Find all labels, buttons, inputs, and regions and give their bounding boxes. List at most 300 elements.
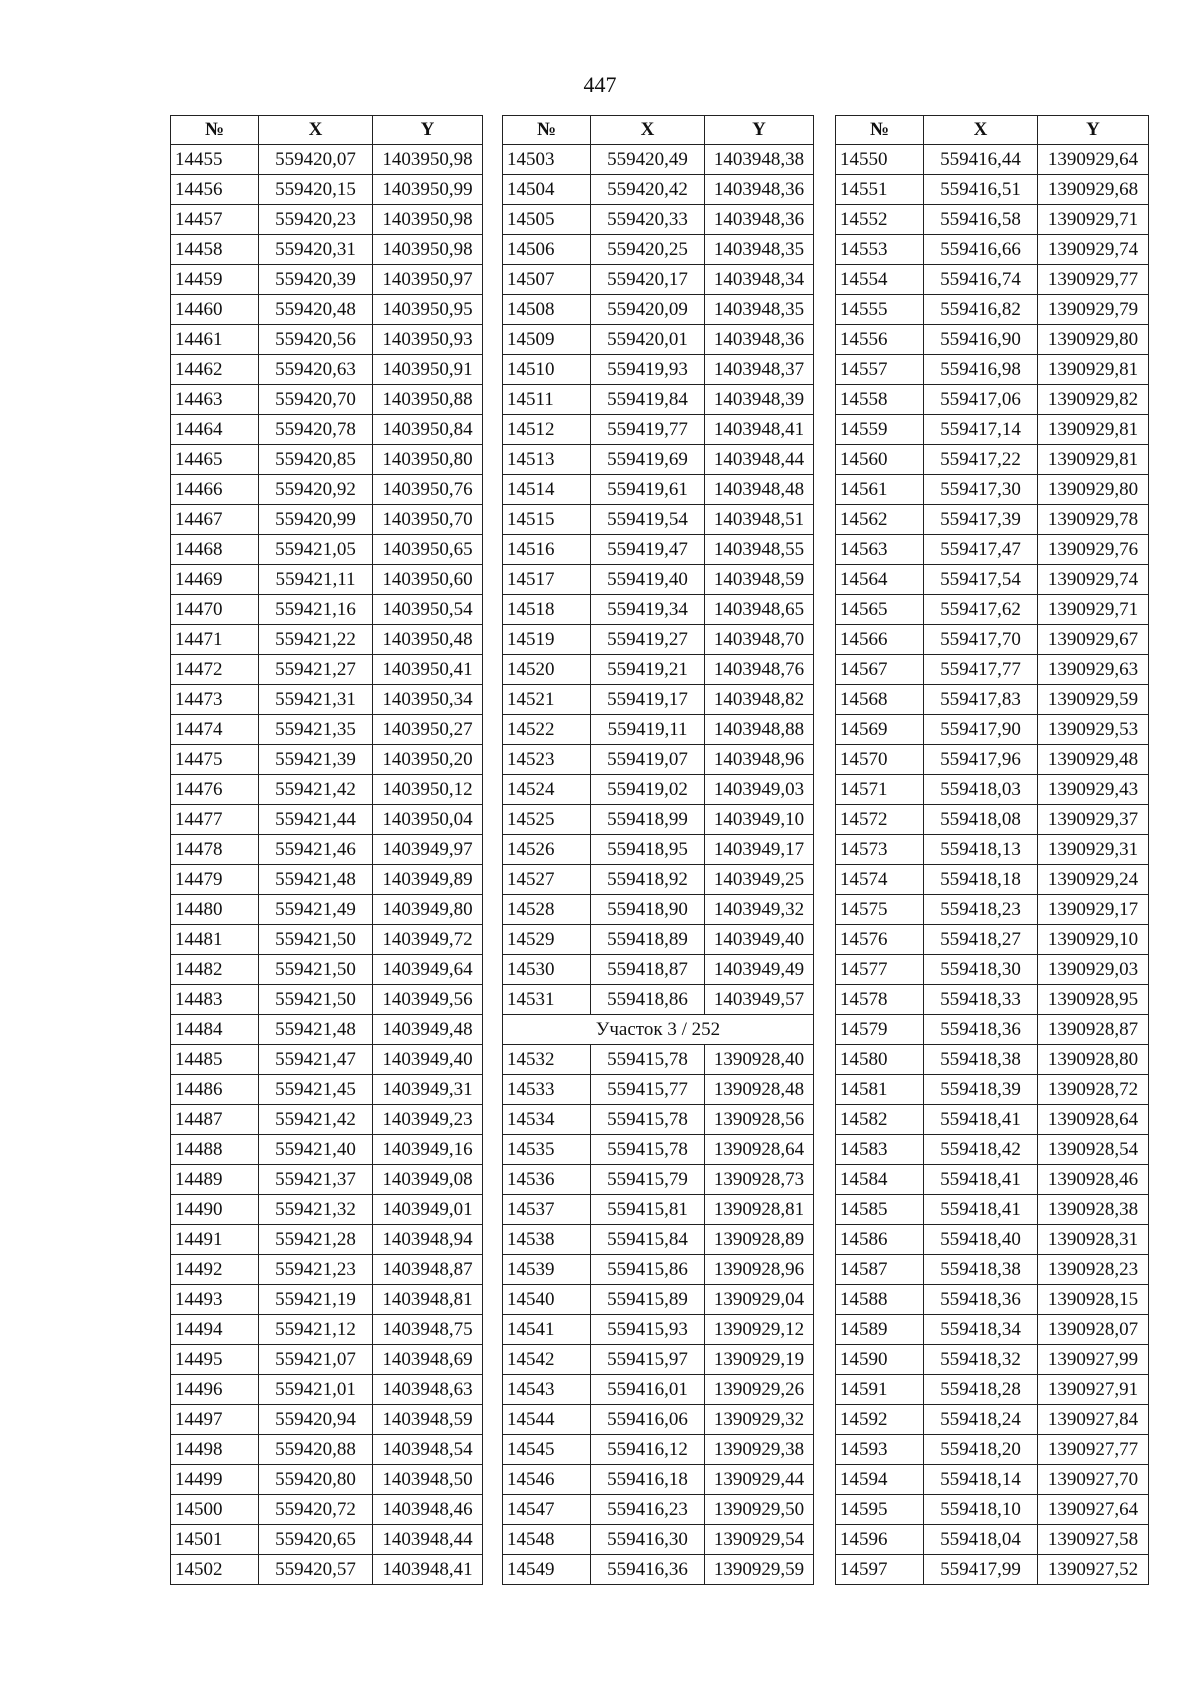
x-coordinate: 559420,99 [259,505,373,535]
y-coordinate: 1390929,24 [1038,865,1149,895]
table-row [836,205,1149,235]
point-number: 14465 [171,445,259,475]
x-coordinate: 559421,37 [259,1165,373,1195]
point-number: 14522 [503,715,591,745]
y-coordinate: 1403948,65 [705,595,814,625]
point-number: 14585 [836,1195,924,1225]
table-row [171,1525,483,1555]
point-number: 14491 [171,1225,259,1255]
point-number: 14496 [171,1375,259,1405]
x-coordinate: 559420,48 [259,295,373,325]
point-number: 14517 [503,565,591,595]
x-coordinate: 559420,09 [591,295,705,325]
y-coordinate: 1390928,64 [1038,1105,1149,1135]
point-number: 14511 [503,385,591,415]
x-coordinate: 559415,78 [591,1045,705,1075]
x-coordinate: 559419,02 [591,775,705,805]
table-row [171,1285,483,1315]
x-coordinate: 559421,11 [259,565,373,595]
y-coordinate: 1403950,54 [373,595,483,625]
table-row [171,1495,483,1525]
table-row [836,1045,1149,1075]
x-coordinate: 559419,93 [591,355,705,385]
x-coordinate: 559415,84 [591,1225,705,1255]
point-number: 14597 [836,1555,924,1585]
point-number: 14523 [503,745,591,775]
point-number: 14542 [503,1345,591,1375]
x-coordinate: 559418,23 [924,895,1038,925]
x-coordinate: 559421,27 [259,655,373,685]
x-coordinate: 559416,23 [591,1495,705,1525]
point-number: 14495 [171,1345,259,1375]
point-number: 14514 [503,475,591,505]
table-row [836,415,1149,445]
y-coordinate: 1390928,96 [705,1255,814,1285]
coordinates-table-3 [835,115,1149,1585]
point-number: 14481 [171,925,259,955]
y-coordinate: 1390929,03 [1038,955,1149,985]
x-coordinate: 559418,41 [924,1165,1038,1195]
table-row [836,355,1149,385]
point-number: 14596 [836,1525,924,1555]
table-row [171,1435,483,1465]
point-number: 14457 [171,205,259,235]
y-coordinate: 1403948,48 [705,475,814,505]
point-number: 14591 [836,1375,924,1405]
table-row [503,655,814,685]
y-coordinate: 1403949,31 [373,1075,483,1105]
x-coordinate: 559421,46 [259,835,373,865]
y-coordinate: 1403950,98 [373,145,483,175]
table-row [171,1315,483,1345]
y-coordinate: 1403948,59 [373,1405,483,1435]
x-coordinate: 559416,66 [924,235,1038,265]
y-coordinate: 1390929,26 [705,1375,814,1405]
table-header-row [836,116,1149,145]
point-number: 14488 [171,1135,259,1165]
table-row [503,985,814,1015]
table-row [836,475,1149,505]
point-number: 14594 [836,1465,924,1495]
y-coordinate: 1403949,40 [373,1045,483,1075]
table-row [171,295,483,325]
table-row [503,1255,814,1285]
point-number: 14559 [836,415,924,445]
point-number: 14547 [503,1495,591,1525]
y-coordinate: 1390929,32 [705,1405,814,1435]
x-coordinate: 559419,21 [591,655,705,685]
x-coordinate: 559421,42 [259,775,373,805]
point-number: 14557 [836,355,924,385]
point-number: 14493 [171,1285,259,1315]
point-number: 14573 [836,835,924,865]
point-number: 14513 [503,445,591,475]
y-coordinate: 1403948,35 [705,235,814,265]
y-coordinate: 1390929,64 [1038,145,1149,175]
y-coordinate: 1403950,20 [373,745,483,775]
point-number: 14528 [503,895,591,925]
y-coordinate: 1403949,16 [373,1135,483,1165]
point-number: 14505 [503,205,591,235]
y-coordinate: 1390929,43 [1038,775,1149,805]
x-coordinate: 559418,36 [924,1015,1038,1045]
y-coordinate: 1403948,96 [705,745,814,775]
table-row [503,1465,814,1495]
x-coordinate: 559420,57 [259,1555,373,1585]
table-row [836,1135,1149,1165]
table-row [503,715,814,745]
table-row [171,925,483,955]
y-coordinate: 1403948,37 [705,355,814,385]
y-coordinate: 1403949,32 [705,895,814,925]
point-number: 14478 [171,835,259,865]
y-coordinate: 1390929,44 [705,1465,814,1495]
table-row [503,1405,814,1435]
point-number: 14552 [836,205,924,235]
table-row [503,1375,814,1405]
x-coordinate: 559418,18 [924,865,1038,895]
x-coordinate: 559418,39 [924,1075,1038,1105]
table-row [503,775,814,805]
point-number: 14507 [503,265,591,295]
point-number: 14470 [171,595,259,625]
x-coordinate: 559419,27 [591,625,705,655]
table-row [503,865,814,895]
x-coordinate: 559416,01 [591,1375,705,1405]
x-coordinate: 559419,84 [591,385,705,415]
y-coordinate: 1403948,69 [373,1345,483,1375]
point-number: 14541 [503,1315,591,1345]
table-row [171,685,483,715]
table-row [836,1255,1149,1285]
point-number: 14578 [836,985,924,1015]
x-coordinate: 559419,07 [591,745,705,775]
point-number: 14501 [171,1525,259,1555]
point-number: 14520 [503,655,591,685]
section-title: Участок 3 / 252 [503,1015,814,1045]
x-coordinate: 559416,74 [924,265,1038,295]
point-number: 14566 [836,625,924,655]
y-coordinate: 1390929,82 [1038,385,1149,415]
y-coordinate: 1390927,99 [1038,1345,1149,1375]
y-coordinate: 1390928,46 [1038,1165,1149,1195]
point-number: 14548 [503,1525,591,1555]
x-coordinate: 559417,39 [924,505,1038,535]
table-row [171,385,483,415]
table-row [503,745,814,775]
x-coordinate: 559417,99 [924,1555,1038,1585]
y-coordinate: 1403950,12 [373,775,483,805]
table-row [836,445,1149,475]
table-row [171,865,483,895]
x-coordinate: 559421,35 [259,715,373,745]
point-number: 14595 [836,1495,924,1525]
header-number: № [171,116,259,145]
x-coordinate: 559418,89 [591,925,705,955]
table-row [503,535,814,565]
x-coordinate: 559416,12 [591,1435,705,1465]
y-coordinate: 1403948,88 [705,715,814,745]
x-coordinate: 559419,69 [591,445,705,475]
header-x: X [259,116,373,145]
x-coordinate: 559421,23 [259,1255,373,1285]
y-coordinate: 1403949,97 [373,835,483,865]
x-coordinate: 559420,25 [591,235,705,265]
y-coordinate: 1403948,36 [705,325,814,355]
x-coordinate: 559415,97 [591,1345,705,1375]
y-coordinate: 1403948,41 [705,415,814,445]
table-row [836,625,1149,655]
y-coordinate: 1403950,91 [373,355,483,385]
point-number: 14477 [171,805,259,835]
point-number: 14482 [171,955,259,985]
point-number: 14479 [171,865,259,895]
table-row [503,625,814,655]
y-coordinate: 1403950,99 [373,175,483,205]
point-number: 14546 [503,1465,591,1495]
y-coordinate: 1390929,79 [1038,295,1149,325]
table-row [171,565,483,595]
y-coordinate: 1403950,41 [373,655,483,685]
point-number: 14589 [836,1315,924,1345]
x-coordinate: 559420,80 [259,1465,373,1495]
x-coordinate: 559416,82 [924,295,1038,325]
x-coordinate: 559420,31 [259,235,373,265]
table-row [171,1465,483,1495]
y-coordinate: 1403949,25 [705,865,814,895]
x-coordinate: 559421,16 [259,595,373,625]
table-row [836,805,1149,835]
y-coordinate: 1390929,71 [1038,205,1149,235]
y-coordinate: 1403948,51 [705,505,814,535]
y-coordinate: 1403948,75 [373,1315,483,1345]
y-coordinate: 1403949,57 [705,985,814,1015]
point-number: 14494 [171,1315,259,1345]
x-coordinate: 559419,47 [591,535,705,565]
table-row [171,445,483,475]
point-number: 14581 [836,1075,924,1105]
x-coordinate: 559421,42 [259,1105,373,1135]
table-row [836,1405,1149,1435]
table-row [171,745,483,775]
x-coordinate: 559417,30 [924,475,1038,505]
coordinates-table-1 [170,115,483,1585]
point-number: 14558 [836,385,924,415]
point-number: 14560 [836,445,924,475]
table-row [171,475,483,505]
y-coordinate: 1403950,95 [373,295,483,325]
y-coordinate: 1403948,70 [705,625,814,655]
table-row [503,1555,814,1585]
y-coordinate: 1390929,31 [1038,835,1149,865]
x-coordinate: 559417,47 [924,535,1038,565]
point-number: 14567 [836,655,924,685]
table-row [836,835,1149,865]
x-coordinate: 559416,58 [924,205,1038,235]
x-coordinate: 559420,78 [259,415,373,445]
y-coordinate: 1390927,70 [1038,1465,1149,1495]
y-coordinate: 1403948,36 [705,175,814,205]
y-coordinate: 1390928,23 [1038,1255,1149,1285]
point-number: 14580 [836,1045,924,1075]
point-number: 14467 [171,505,259,535]
y-coordinate: 1390927,52 [1038,1555,1149,1585]
header-y: Y [705,116,814,145]
y-coordinate: 1403950,04 [373,805,483,835]
point-number: 14469 [171,565,259,595]
point-number: 14462 [171,355,259,385]
y-coordinate: 1390929,81 [1038,445,1149,475]
point-number: 14463 [171,385,259,415]
table-row [171,1015,483,1045]
point-number: 14485 [171,1045,259,1075]
table-row [836,685,1149,715]
x-coordinate: 559418,36 [924,1285,1038,1315]
y-coordinate: 1390929,17 [1038,895,1149,925]
point-number: 14529 [503,925,591,955]
x-coordinate: 559415,93 [591,1315,705,1345]
x-coordinate: 559421,49 [259,895,373,925]
table-row [171,1045,483,1075]
x-coordinate: 559420,23 [259,205,373,235]
x-coordinate: 559418,42 [924,1135,1038,1165]
point-number: 14509 [503,325,591,355]
point-number: 14486 [171,1075,259,1105]
point-number: 14553 [836,235,924,265]
x-coordinate: 559418,34 [924,1315,1038,1345]
point-number: 14549 [503,1555,591,1585]
table-row [503,1045,814,1075]
y-coordinate: 1390928,64 [705,1135,814,1165]
point-number: 14461 [171,325,259,355]
table-row [171,1225,483,1255]
point-number: 14473 [171,685,259,715]
x-coordinate: 559419,40 [591,565,705,595]
table-row [171,1135,483,1165]
table-row [171,775,483,805]
x-coordinate: 559417,77 [924,655,1038,685]
point-number: 14502 [171,1555,259,1585]
x-coordinate: 559421,48 [259,1015,373,1045]
point-number: 14487 [171,1105,259,1135]
y-coordinate: 1390928,07 [1038,1315,1149,1345]
y-coordinate: 1403949,72 [373,925,483,955]
table-row [503,325,814,355]
y-coordinate: 1403949,40 [705,925,814,955]
table-row [836,295,1149,325]
table-row [836,235,1149,265]
x-coordinate: 559421,01 [259,1375,373,1405]
table-row [503,1435,814,1465]
table-row [836,655,1149,685]
x-coordinate: 559416,36 [591,1555,705,1585]
table-row [503,1345,814,1375]
table-row [171,265,483,295]
table-row [836,505,1149,535]
x-coordinate: 559421,40 [259,1135,373,1165]
y-coordinate: 1403950,34 [373,685,483,715]
table-row [503,445,814,475]
table-row [503,205,814,235]
table-row [836,1495,1149,1525]
x-coordinate: 559421,50 [259,955,373,985]
table-row [503,1195,814,1225]
table-row [503,415,814,445]
x-coordinate: 559418,33 [924,985,1038,1015]
y-coordinate: 1403949,01 [373,1195,483,1225]
table-row [503,295,814,325]
point-number: 14466 [171,475,259,505]
x-coordinate: 559421,22 [259,625,373,655]
table-row [171,595,483,625]
x-coordinate: 559418,13 [924,835,1038,865]
point-number: 14489 [171,1165,259,1195]
point-number: 14480 [171,895,259,925]
table-row [836,1345,1149,1375]
y-coordinate: 1390928,40 [705,1045,814,1075]
table-row [171,415,483,445]
table-row [503,145,814,175]
point-number: 14500 [171,1495,259,1525]
y-coordinate: 1403950,97 [373,265,483,295]
y-coordinate: 1390929,04 [705,1285,814,1315]
point-number: 14570 [836,745,924,775]
y-coordinate: 1403950,60 [373,565,483,595]
y-coordinate: 1403948,54 [373,1435,483,1465]
point-number: 14456 [171,175,259,205]
table-row [836,145,1149,175]
y-coordinate: 1390929,71 [1038,595,1149,625]
point-number: 14526 [503,835,591,865]
point-number: 14551 [836,175,924,205]
y-coordinate: 1390929,80 [1038,475,1149,505]
y-coordinate: 1403950,98 [373,235,483,265]
y-coordinate: 1403950,84 [373,415,483,445]
x-coordinate: 559418,90 [591,895,705,925]
point-number: 14586 [836,1225,924,1255]
y-coordinate: 1390929,81 [1038,355,1149,385]
table-row [503,265,814,295]
point-number: 14472 [171,655,259,685]
point-number: 14576 [836,925,924,955]
y-coordinate: 1390928,56 [705,1105,814,1135]
y-coordinate: 1390929,54 [705,1525,814,1555]
point-number: 14474 [171,715,259,745]
x-coordinate: 559421,28 [259,1225,373,1255]
header-y: Y [1038,116,1149,145]
x-coordinate: 559419,54 [591,505,705,535]
y-coordinate: 1390929,10 [1038,925,1149,955]
x-coordinate: 559415,77 [591,1075,705,1105]
x-coordinate: 559418,95 [591,835,705,865]
point-number: 14519 [503,625,591,655]
point-number: 14471 [171,625,259,655]
x-coordinate: 559420,15 [259,175,373,205]
table-row [171,1195,483,1225]
y-coordinate: 1390929,80 [1038,325,1149,355]
table-row [836,1105,1149,1135]
point-number: 14569 [836,715,924,745]
point-number: 14593 [836,1435,924,1465]
x-coordinate: 559420,33 [591,205,705,235]
y-coordinate: 1390927,91 [1038,1375,1149,1405]
point-number: 14562 [836,505,924,535]
point-number: 14572 [836,805,924,835]
y-coordinate: 1403949,56 [373,985,483,1015]
table-row [503,955,814,985]
table-row [171,1555,483,1585]
point-number: 14516 [503,535,591,565]
